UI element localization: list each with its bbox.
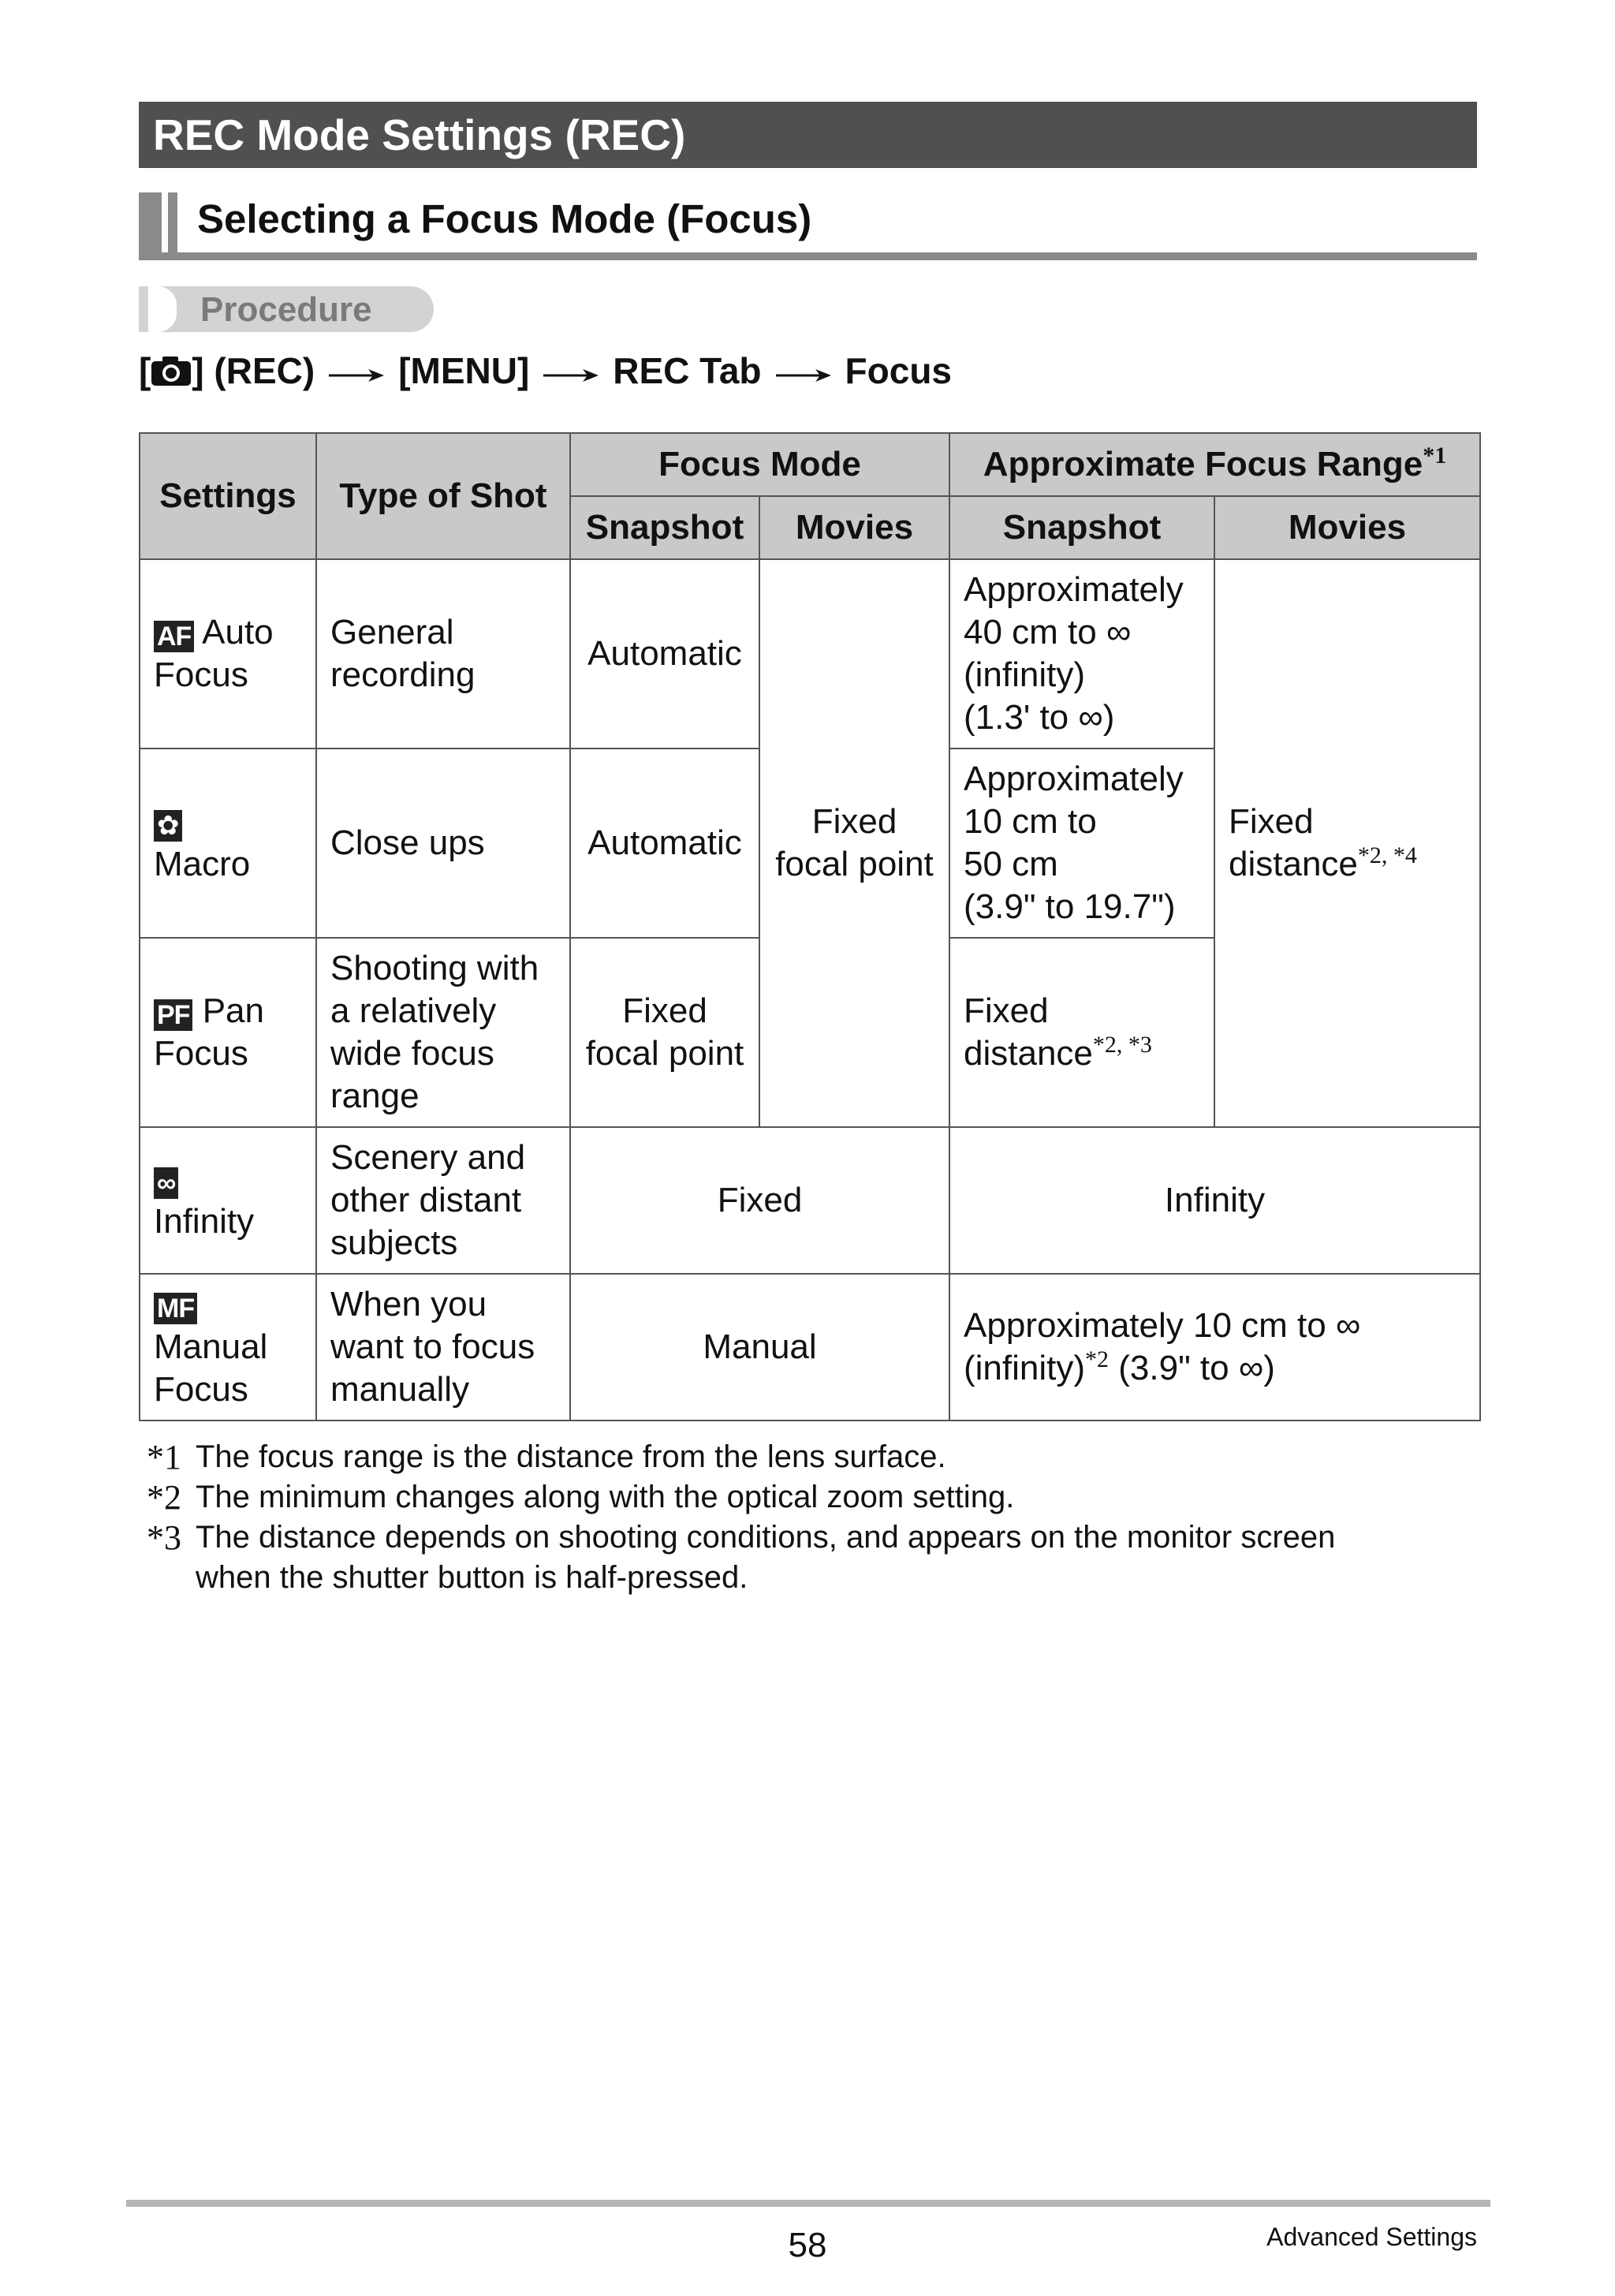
footnote-ref: *1	[1423, 442, 1447, 469]
setting-name: Manual	[154, 1327, 268, 1366]
type-text: General	[330, 613, 454, 651]
manual-focus-icon: MF	[154, 1293, 197, 1324]
mode-movies-cell	[759, 559, 949, 1127]
chapter-header	[139, 102, 1477, 168]
path-rec: ] (REC)	[192, 350, 315, 391]
footnote	[147, 1518, 1487, 1598]
range-cell	[949, 1274, 1480, 1421]
setting-cell	[140, 938, 316, 1127]
footnotes	[147, 1437, 1487, 1598]
setting-name: Auto	[202, 613, 274, 651]
setting-name: Focus	[154, 655, 248, 694]
setting-name: Focus	[154, 1370, 248, 1409]
type-text: When you	[330, 1285, 487, 1323]
header-range-snapshot: Snapshot	[949, 496, 1214, 559]
type-cell	[316, 1127, 570, 1274]
arrow-icon	[543, 349, 599, 392]
header-type-of-shot: Type of Shot	[316, 433, 570, 559]
range-text: (infinity)	[964, 655, 1086, 694]
type-text: Scenery and	[330, 1138, 526, 1177]
type-cell: Close ups	[316, 749, 570, 938]
type-cell	[316, 1274, 570, 1421]
menu-path	[139, 347, 952, 394]
setting-cell	[140, 749, 316, 938]
range-text: (1.3' to ∞)	[964, 698, 1115, 737]
table-row	[140, 1127, 1480, 1274]
header-focus-mode: Focus Mode	[570, 433, 949, 496]
range-text: 10 cm to	[964, 802, 1097, 841]
footnote-ref: *2	[1085, 1346, 1110, 1372]
setting-cell	[140, 1127, 316, 1274]
type-cell	[316, 938, 570, 1127]
footnote-ref: *2, *3	[1092, 1032, 1152, 1058]
mode-text: focal point	[775, 845, 934, 883]
section-marker	[139, 192, 162, 254]
header-focus-range	[949, 433, 1480, 496]
setting-cell	[140, 559, 316, 749]
range-text: (3.9" to ∞)	[1118, 1349, 1275, 1387]
mode-cell: Manual	[570, 1274, 949, 1421]
footnote-text: when the shutter button is half-pressed.	[196, 1560, 748, 1595]
footnote-text-block	[196, 1518, 1335, 1598]
range-text: Fixed	[964, 991, 1049, 1030]
path-open-bracket: [	[139, 350, 151, 391]
macro-icon: ✿	[154, 810, 182, 842]
footnote-text: The focus range is the distance from the lens surface.	[196, 1439, 946, 1474]
infinity-icon: ∞	[154, 1167, 178, 1199]
range-text: Approximately	[964, 570, 1184, 609]
mode-snapshot-cell: Automatic	[570, 749, 759, 938]
camera-icon	[151, 355, 192, 386]
path-focus: Focus	[845, 350, 953, 391]
section-header	[139, 192, 1477, 260]
header-row	[140, 433, 1480, 496]
mode-text: focal point	[585, 1034, 744, 1073]
chapter-title: REC Mode Settings (REC)	[153, 110, 686, 159]
range-text: 40 cm to ∞	[964, 613, 1132, 651]
mode-cell: Fixed	[570, 1127, 949, 1274]
page-number: 58	[788, 2226, 827, 2264]
type-text: want to focus	[330, 1327, 535, 1366]
section-title: Selecting a Focus Mode (Focus)	[197, 196, 812, 241]
type-text: other distant	[330, 1181, 522, 1219]
section-underline	[139, 252, 1477, 260]
type-text: range	[330, 1077, 420, 1115]
footnote-ref: *2, *4	[1357, 842, 1417, 868]
procedure-label	[139, 286, 434, 332]
table-row	[140, 1274, 1480, 1421]
path-menu: [MENU]	[398, 350, 530, 391]
footer-divider	[126, 2200, 1490, 2207]
range-text: (infinity)	[964, 1349, 1086, 1387]
range-text: Approximately 10 cm to ∞	[964, 1306, 1361, 1345]
range-text: distance	[1229, 845, 1358, 883]
arrow-icon	[329, 349, 384, 392]
footer-section-title: Advanced Settings	[1266, 2223, 1477, 2251]
table-row	[140, 559, 1480, 749]
auto-focus-icon: AF	[154, 621, 194, 652]
header-focus-range-text: Approximate Focus Range	[983, 445, 1423, 483]
setting-name: Macro	[154, 845, 251, 883]
range-snapshot-cell	[949, 938, 1214, 1127]
mode-snapshot-cell: Automatic	[570, 559, 759, 749]
mode-text: Fixed	[622, 991, 707, 1030]
footnote-marker: *3	[147, 1518, 181, 1557]
setting-name: Focus	[154, 1034, 248, 1073]
range-text: Fixed	[1229, 802, 1314, 841]
pan-focus-icon: PF	[154, 999, 192, 1031]
range-snapshot-cell	[949, 749, 1214, 938]
setting-cell	[140, 1274, 316, 1421]
type-text: a relatively	[330, 991, 497, 1030]
type-text: recording	[330, 655, 476, 694]
setting-name: Infinity	[154, 1202, 255, 1241]
procedure-notch	[148, 286, 158, 332]
footnote	[147, 1477, 1487, 1518]
setting-name: Pan	[202, 991, 264, 1030]
mode-snapshot-cell	[570, 938, 759, 1127]
range-cell: Infinity	[949, 1127, 1480, 1274]
footnote-marker: *2	[147, 1478, 181, 1517]
footnote-text: The minimum changes along with the optical zoom setting.	[196, 1480, 1015, 1514]
header-mode-movies: Movies	[759, 496, 949, 559]
type-text: Shooting with	[330, 949, 539, 987]
type-text: wide focus	[330, 1034, 494, 1073]
footnote-marker: *1	[147, 1438, 181, 1477]
range-movies-cell	[1214, 559, 1480, 1127]
range-text: (3.9" to 19.7")	[964, 887, 1176, 926]
type-cell	[316, 559, 570, 749]
type-text: manually	[330, 1370, 470, 1409]
procedure-text: Procedure	[200, 290, 372, 329]
footnote	[147, 1437, 1487, 1477]
mode-text: Fixed	[811, 802, 897, 841]
section-marker-thin	[168, 192, 177, 254]
header-settings: Settings	[140, 433, 316, 559]
range-text: 50 cm	[964, 845, 1058, 883]
path-rec-tab: REC Tab	[613, 350, 762, 391]
arrow-icon	[776, 349, 831, 392]
header-mode-snapshot: Snapshot	[570, 496, 759, 559]
range-text: distance	[964, 1034, 1093, 1073]
focus-mode-table	[139, 432, 1481, 1421]
range-snapshot-cell	[949, 559, 1214, 749]
header-range-movies: Movies	[1214, 496, 1480, 559]
range-text: Approximately	[964, 760, 1184, 798]
type-text: subjects	[330, 1223, 458, 1262]
footnote-text: The distance depends on shooting conditions, and appears on the monitor screen	[196, 1520, 1336, 1555]
